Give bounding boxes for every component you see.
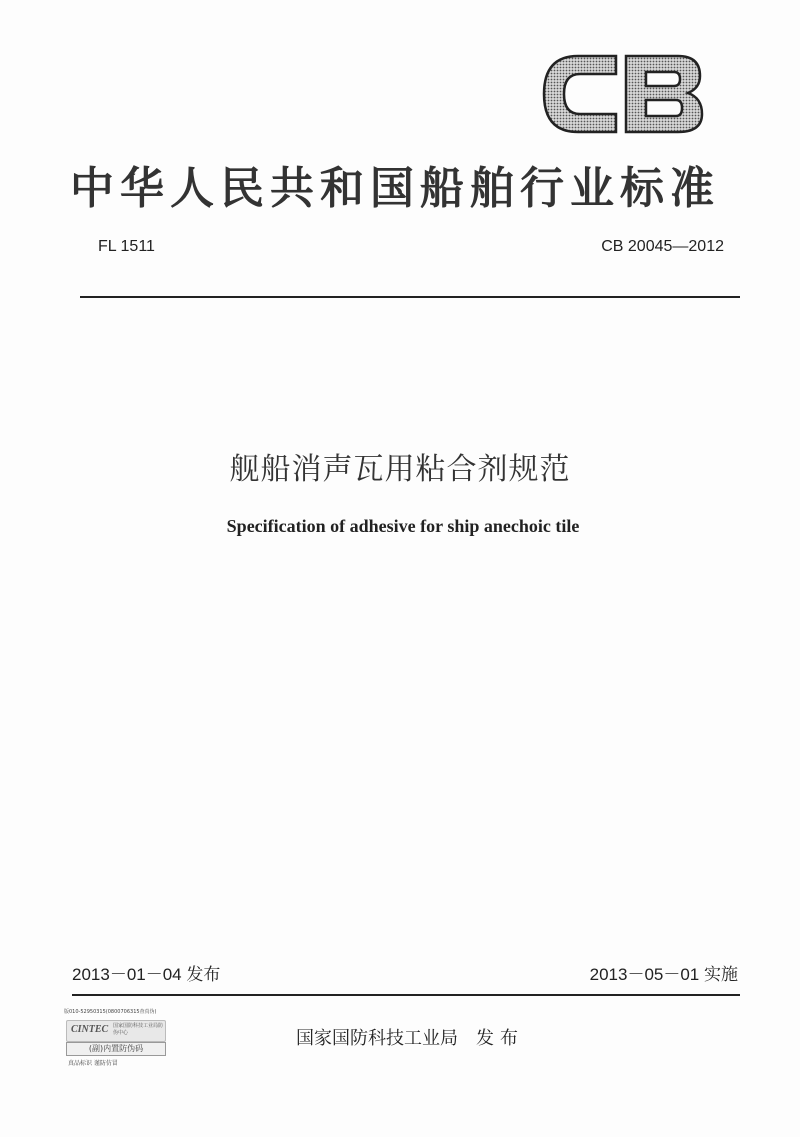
publisher-line	[296, 1024, 524, 1050]
issue-date: 2013－01－04 发布	[72, 965, 221, 984]
standard-category-title: 中华人民共和国船舶行业标准	[70, 163, 720, 214]
anti-counterfeit-code: 版010-52950315(0800706315查真伪)	[64, 1009, 157, 1015]
anti-counterfeit-inner: (副)内置防伪码	[66, 1042, 166, 1056]
cb-logo	[538, 48, 706, 140]
footer-divider	[72, 994, 740, 996]
header-divider	[80, 296, 740, 298]
document-title-en: Specification of adhesive for ship anechoic tile	[226, 516, 580, 536]
anti-counterfeit-label	[64, 1008, 168, 1072]
date-row	[72, 960, 738, 986]
standard-number: CB 20045—2012	[601, 238, 724, 255]
anti-counterfeit-brand-small: 国家国防科技工业局防伪中心	[113, 1023, 164, 1036]
anti-counterfeit-brand: CINTEC	[71, 1024, 109, 1035]
document-title-cn: 舰船消声瓦用粘合剂规范	[229, 452, 571, 487]
implementation-date: 2013－05－01 实施	[589, 965, 738, 984]
header-meta-row	[80, 238, 740, 262]
anti-counterfeit-foot: 真品标识 谨防仿冒	[68, 1060, 118, 1067]
publisher-action: 发布	[476, 1028, 524, 1049]
classification-code: FL 1511	[98, 238, 155, 255]
publisher-name: 国家国防科技工业局	[296, 1028, 458, 1049]
anti-counterfeit-brand-box	[66, 1020, 166, 1042]
